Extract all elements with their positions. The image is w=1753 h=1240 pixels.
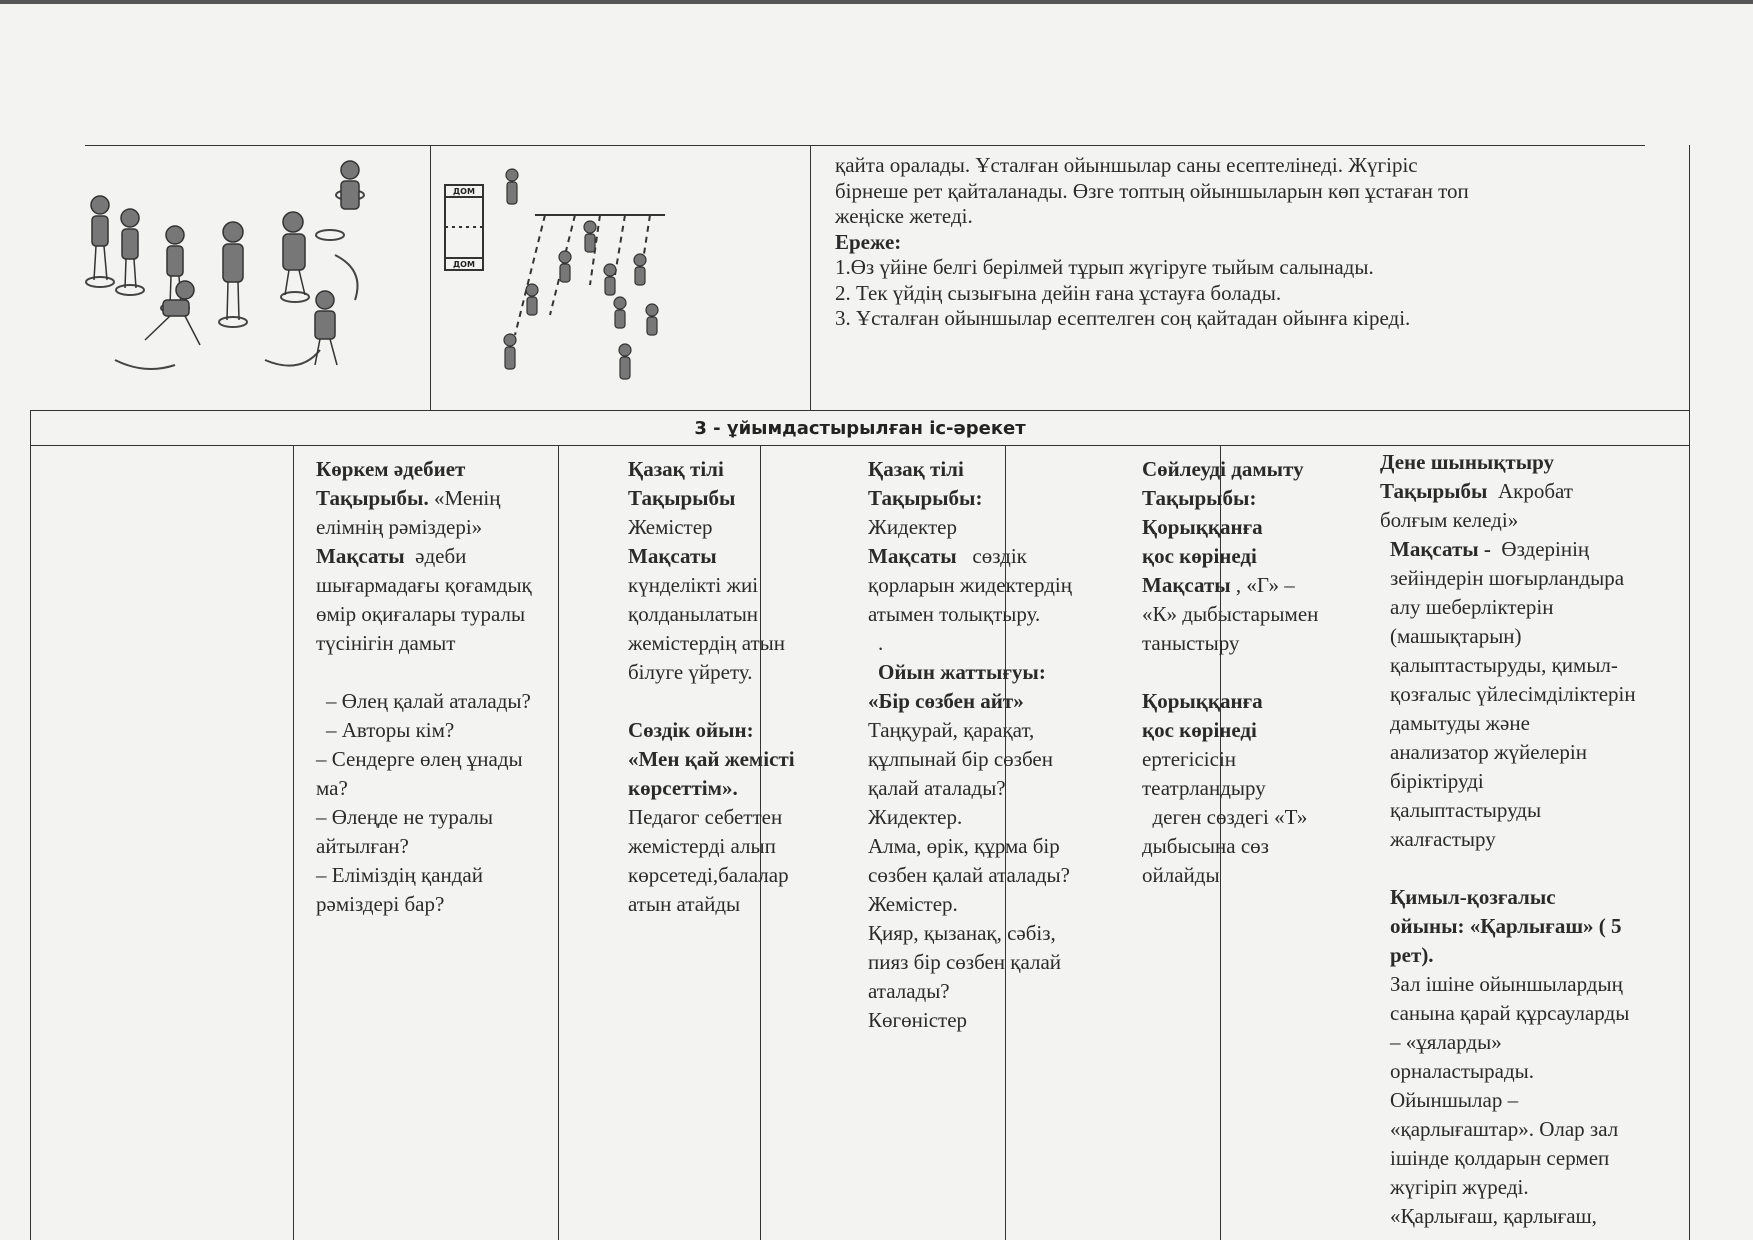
game-desc: Ойыншылар – xyxy=(1390,1088,1519,1112)
section-title: 3 - ұйымдастырылған іс-әрекет xyxy=(694,418,1026,439)
question: айтылған? xyxy=(316,834,409,858)
goal-line: «К» дыбыстарымен xyxy=(1142,602,1319,626)
topic-label: Тақырыбы xyxy=(1380,479,1488,503)
exercise-line: Алма, өрік, құрма бір xyxy=(868,834,1060,858)
goal-line: білуге үйрету. xyxy=(628,660,753,684)
activity-art-literature xyxy=(316,455,554,919)
goal-line: зейіндерін шоғырландыра xyxy=(1390,566,1625,590)
goal-start: , «Г» – xyxy=(1230,573,1295,597)
table-border-mid xyxy=(30,410,1690,411)
topic-continued: болғым келеді» xyxy=(1380,508,1519,532)
goal-line: дамытуды және xyxy=(1390,711,1530,735)
tale-desc: ойлайды xyxy=(1142,863,1220,887)
topic-label: Тақырыбы: xyxy=(1142,486,1257,510)
goal-label: Мақсаты xyxy=(316,544,405,568)
game-desc: – «ұяларды» xyxy=(1390,1030,1502,1054)
question: – Авторы кім? xyxy=(326,718,455,742)
scan-top-edge xyxy=(0,0,1753,4)
tale-desc: театрландыру xyxy=(1142,776,1266,800)
goal-line: күнделікті жиі xyxy=(628,573,759,597)
topic-label: Тақырыбы: xyxy=(868,486,983,510)
topic-label: Тақырыбы xyxy=(628,486,736,510)
goal-line: қалыптастыруды xyxy=(1390,798,1542,822)
exercise-line: Жидектер. xyxy=(868,805,963,829)
table-border-right xyxy=(1689,145,1690,1240)
game-desc: атын атайды xyxy=(628,892,741,916)
goal-line: жалғастыру xyxy=(1390,827,1496,851)
goal-label: Мақсаты xyxy=(628,544,717,568)
goal-label: Мақсаты - xyxy=(1390,537,1491,561)
rules-intro-line-2: бірнеше рет қайталанады. Өзге топтың ойыншыларын көп ұстаған топ xyxy=(835,178,1469,203)
rule-2: 2. Тек үйдің сызығына дейін ғана ұстауға болады. xyxy=(835,280,1282,305)
exercise-line: Көгөністер xyxy=(868,1008,968,1032)
rule-1: 1.Өз үйіне белгі берілмей тұрып жүгіруге тыйым салынады. xyxy=(835,255,1374,279)
col-divider-1 xyxy=(293,445,294,1240)
goal-line: анализатор жүйелерін xyxy=(1390,740,1587,764)
goal-line: қорларын жидектердің xyxy=(868,573,1072,597)
topic: Жемістер xyxy=(628,515,713,539)
goal-start: Өздерінің xyxy=(1501,537,1590,561)
topic: «Менің xyxy=(433,486,501,510)
subject: Қазақ тілі xyxy=(868,457,964,481)
rules-intro-line-1: қайта оралады. Ұсталған ойыншылар саны есептелінеді. Жүгіріс xyxy=(835,153,1418,177)
topic: Қорыққанға xyxy=(1142,515,1263,539)
rule-3: 3. Ұсталған ойыншылар есептелген соң қайтадан ойынға кіреді. xyxy=(835,306,1411,330)
question: – Өлең қалай аталады? xyxy=(326,689,531,713)
col-divider-2 xyxy=(558,445,559,1240)
goal-line: шығармадағы қоғамдық xyxy=(316,573,532,597)
subject: Көркем әдебиет xyxy=(316,457,466,481)
topic: Жидектер xyxy=(868,515,957,539)
game-desc: жемістерді алып xyxy=(628,834,776,858)
game-title: ойыны: «Қарлығаш» ( 5 xyxy=(1390,914,1622,938)
topic: Акробат xyxy=(1497,479,1573,503)
exercise-line: пияз бір сөзбен қалай xyxy=(868,950,1062,974)
game-desc: санына қарай құрсауларды xyxy=(1390,1001,1630,1025)
exercise-line: Таңқурай, қарақат, xyxy=(868,718,1035,742)
exercise-line: Жемістер. xyxy=(868,892,958,916)
exercise-title: «Бір сөзбен айт» xyxy=(868,689,1024,713)
top-divider-2 xyxy=(810,145,811,410)
topic-continued: елімнің рәміздері» xyxy=(316,515,483,539)
question: – Өлеңде не туралы xyxy=(316,805,494,829)
children-circle-game-illustration xyxy=(75,160,415,405)
rules-heading: Ереже: xyxy=(835,229,902,254)
game-desc: «Қарлығаш, қарлығаш, xyxy=(1390,1204,1597,1228)
goal-line: біріктіруді xyxy=(1390,769,1484,793)
goal-line: (машықтарын) xyxy=(1390,624,1522,648)
subject: Сөйлеуді дамыту xyxy=(1142,457,1304,481)
activity-physical-education xyxy=(1380,448,1675,1231)
rules-intro-line-3: жеңіске жетеді. xyxy=(835,204,973,228)
lesson-plan-table xyxy=(30,145,1690,1240)
subject: Дене шынықтыру xyxy=(1380,450,1555,474)
game-rules-text xyxy=(835,153,1675,332)
goal-line: таныстыру xyxy=(1142,631,1240,655)
question: – Еліміздің қандай xyxy=(316,863,483,887)
exercise-line: Қияр, қызанақ, сәбіз, xyxy=(868,921,1056,945)
tale-desc: ертегісісін xyxy=(1142,747,1237,771)
question: ма? xyxy=(316,776,348,800)
exercise-line: сөзбен қалай аталады? xyxy=(868,863,1070,887)
tale-desc: деген сөздегі «Т» xyxy=(1142,805,1308,829)
game-desc: Зал ішіне ойыншылардың xyxy=(1390,972,1623,996)
topic: қос көрінеді xyxy=(1142,544,1257,568)
tale-title: қос көрінеді xyxy=(1142,718,1257,742)
goal-line: түсінігін дамыт xyxy=(316,631,456,655)
question: – Сендерге өлең ұнады xyxy=(316,747,523,771)
game-title: «Мен қай жемісті xyxy=(628,747,795,771)
game-desc: ішінде қолдарын сермеп xyxy=(1390,1146,1610,1170)
game-title: көрсеттім». xyxy=(628,776,738,800)
goal-line: жемістердің атын xyxy=(628,631,786,655)
exercise-line: аталады? xyxy=(868,979,950,1003)
goal-start: сөздік xyxy=(972,544,1027,568)
exercise-title: Ойын жаттығуы: xyxy=(878,660,1046,684)
goal-line: қолданылатын xyxy=(628,602,759,626)
diagram-home-label-top: ДОМ xyxy=(453,187,475,196)
diagram-home-label-bottom: ДОМ xyxy=(453,260,475,269)
table-border-top xyxy=(85,145,1645,146)
game-desc: жүгіріп жүреді. xyxy=(1390,1175,1529,1199)
game-desc: көрсетеді,балалар xyxy=(628,863,789,887)
dot: . xyxy=(878,631,884,655)
goal-line: өмір оқиғалары туралы xyxy=(316,602,526,626)
topic-label: Тақырыбы. xyxy=(316,486,429,510)
activity-kazakh-berries xyxy=(868,455,1108,1035)
subject: Қазақ тілі xyxy=(628,457,724,481)
activity-speech-development xyxy=(1142,455,1347,890)
game-title: рет). xyxy=(1390,943,1434,967)
goal-line: атымен толықтыру. xyxy=(868,602,1041,626)
goal-label: Мақсаты xyxy=(868,544,957,568)
goal-label: Мақсаты xyxy=(1142,573,1231,597)
activity-kazakh-fruits xyxy=(628,455,823,919)
relay-game-diagram xyxy=(440,165,800,405)
top-divider-1 xyxy=(430,145,431,410)
question: рәміздері бар? xyxy=(316,892,445,916)
goal-line: қалыптастыруды, қимыл- xyxy=(1390,653,1618,677)
exercise-line: құлпынай бір сөзбен xyxy=(868,747,1053,771)
game-title: Қимыл-қозғалыс xyxy=(1390,885,1556,909)
goal-line: алу шеберліктерін xyxy=(1390,595,1554,619)
table-border-title xyxy=(30,445,1690,446)
goal-line: қозғалыс үйлесімділіктерін xyxy=(1390,682,1636,706)
table-border-left xyxy=(30,410,31,1240)
game-desc: «қарлығаштар». Олар зал xyxy=(1390,1117,1619,1141)
game-desc: Педагог себеттен xyxy=(628,805,783,829)
game-title: Сөздік ойын: xyxy=(628,718,754,742)
game-desc: орналастырады. xyxy=(1390,1059,1535,1083)
exercise-line: қалай аталады? xyxy=(868,776,1006,800)
goal-start: әдеби xyxy=(415,544,467,568)
tale-desc: дыбысына сөз xyxy=(1142,834,1269,858)
tale-title: Қорыққанға xyxy=(1142,689,1263,713)
